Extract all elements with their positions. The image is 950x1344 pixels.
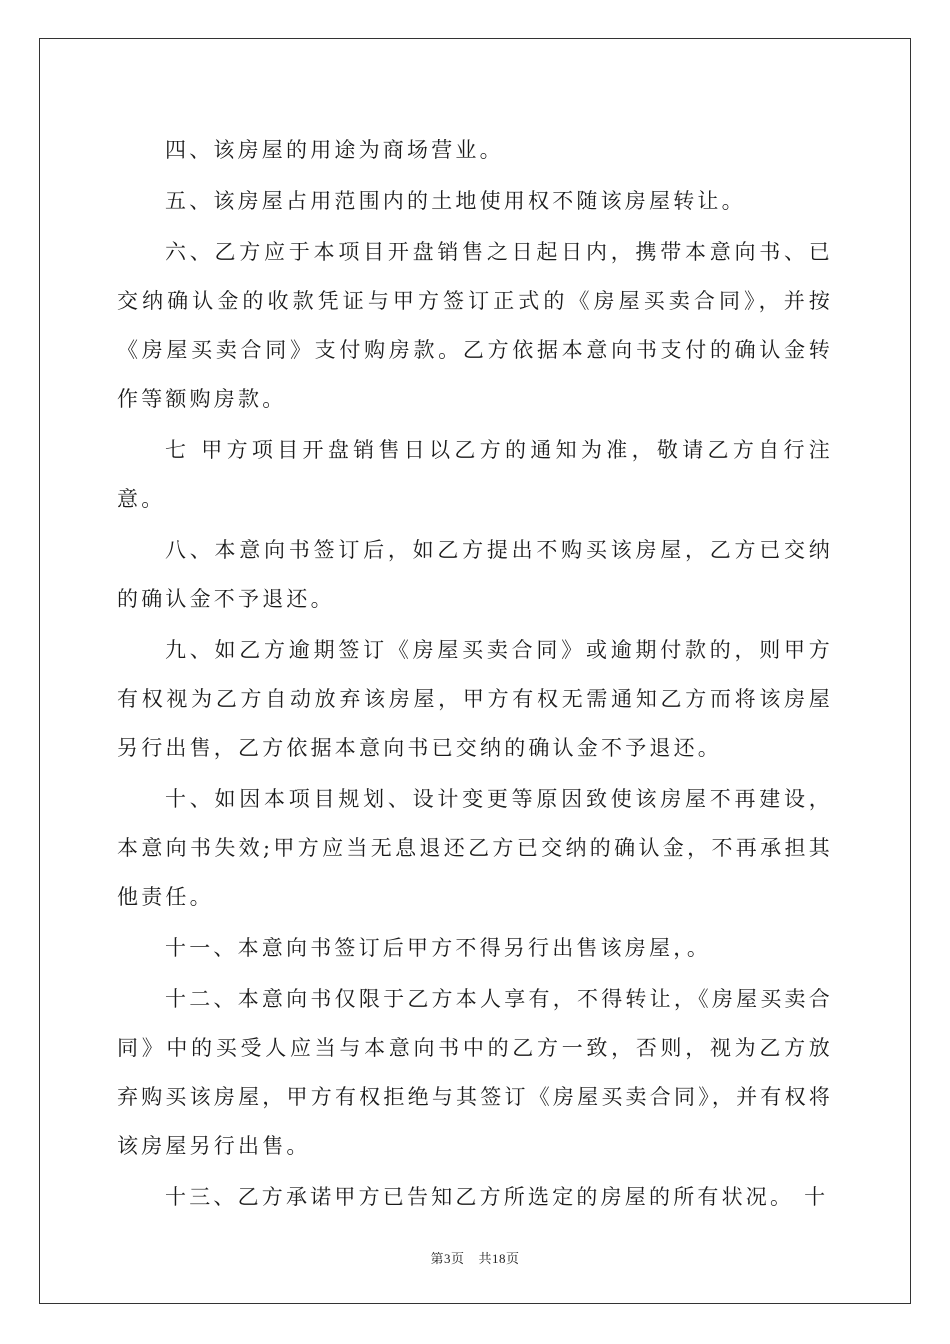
paragraph-8: 八、本意向书签订后，如乙方提出不购买该房屋，乙方已交纳的确认金不予退还。 [117,538,833,611]
paragraph-11: 十一、本意向书签订后甲方不得另行出售该房屋，。 [165,936,712,960]
page-total: 共18页 [478,1251,520,1266]
paragraph-6: 六、乙方应于本项目开盘销售之日起日内，携带本意向书、已交纳确认金的收款凭证与甲方签订正式的《房屋买卖合同》，并按《房屋买卖合同》支付购房款。乙方依据本意向书支付的确认金转作等额购房款。 [117,240,833,411]
document-body [117,126,833,1224]
page-footer [0,1248,950,1267]
paragraph-5: 五、该房屋占用范围内的土地使用权不随该房屋转让。 [165,189,746,213]
paragraph-7: 七 甲方项目开盘销售日以乙方的通知为准，敬请乙方自行注意。 [117,438,833,511]
paragraph-13: 十三、乙方承诺甲方已告知乙方所选定的房屋的所有状况。 十 [165,1185,829,1209]
paragraph-9: 九、如乙方逾期签订《房屋买卖合同》或逾期付款的，则甲方有权视为乙方自动放弃该房屋，甲方有权无需通知乙方而将该房屋另行出售，乙方依据本意向书已交纳的确认金不予退还。 [117,638,833,760]
page-number: 第3页 [430,1251,465,1266]
paragraph-10: 十、如因本项目规划、设计变更等原因致使该房屋不再建设，本意向书失效;甲方应当无息退还乙方已交纳的确认金，不再承担其他责任。 [117,787,833,909]
paragraph-4: 四、该房屋的用途为商场营业。 [165,138,504,162]
paragraph-12: 十二、本意向书仅限于乙方本人享有，不得转让，《房屋买卖合同》中的买受人应当与本意向书中的乙方一致，否则，视为乙方放弃购买该房屋，甲方有权拒绝与其签订《房屋买卖合同》，并有权将该房屋另行出售。 [117,987,833,1158]
